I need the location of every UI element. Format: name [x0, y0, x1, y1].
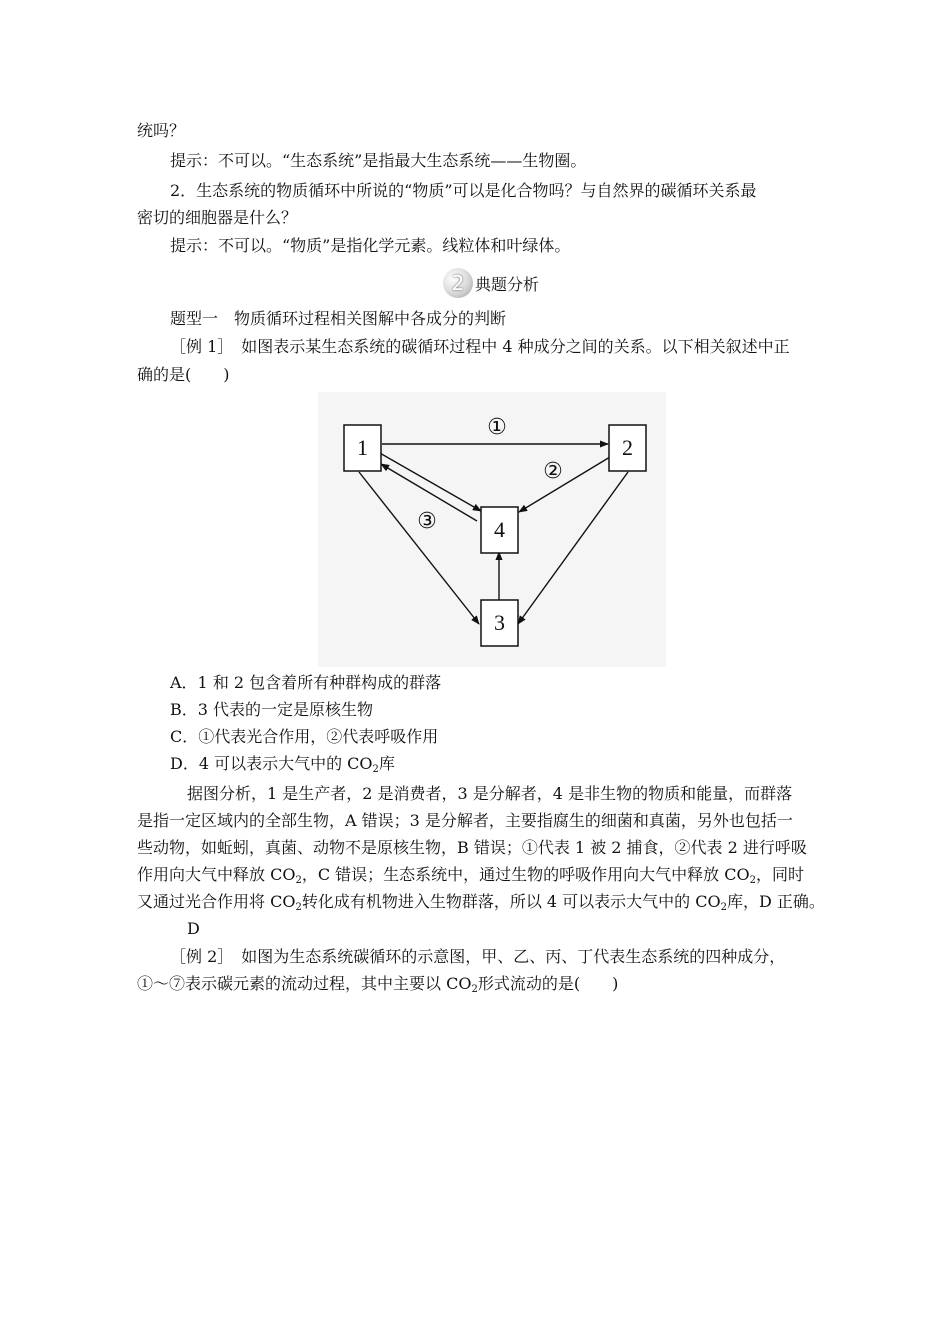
analysis-line3: 些动物，如蚯蚓，真菌、动物不是原核生物，B 错误；①代表 1 被 2 捕食，②代表 2 进行呼吸 [137, 838, 807, 857]
option-a: A．1 和 2 包含着所有种群构成的群落 [170, 673, 442, 692]
analysis-line5 [137, 891, 825, 919]
example2-line2-b: 形式流动的是( ) [477, 974, 619, 993]
section-heading [443, 265, 539, 301]
section-title-text: 典题分析 [475, 274, 540, 294]
analysis-line5-a: 又通过光合作用将 CO [137, 892, 296, 911]
process-label-3: ③ [417, 509, 437, 534]
type1-title: 题型一 物质循环过程相关图解中各成分的判断 [170, 309, 507, 328]
example1-line1: ［例 1］ 如图表示某生态系统的碳循环过程中 4 种成分之间的关系。以下相关叙述中正 [170, 337, 790, 356]
analysis-line5-b: 转化成有机物进入生物群落，所以 4 可以表示大气中的 CO [301, 892, 721, 911]
q2-line2: 密切的细胞器是什么？ [137, 208, 298, 227]
analysis-line4 [137, 864, 804, 892]
q1-hint: 提示：不可以。“生态系统”是指最大生态系统——生物圈。 [170, 151, 587, 170]
node-label-1: 1 [357, 435, 368, 460]
analysis-line4-sub1: 2 [295, 875, 302, 886]
diagram-svg [318, 392, 666, 667]
arrow-2-to-3 [518, 472, 628, 624]
arrow-1-to-3 [359, 472, 479, 624]
process-label-2: ② [543, 459, 563, 484]
process-label-1: ① [487, 415, 507, 440]
option-d-text: D．4 可以表示大气中的 CO [170, 754, 373, 773]
analysis-line5-c: 库，D 正确。 [727, 892, 825, 911]
q1-tail: 统吗？ [137, 121, 186, 140]
section-number-badge: 2 [443, 268, 473, 298]
q2-line1: 2．生态系统的物质循环中所说的“物质”可以是化合物吗？与自然界的碳循环关系最 [170, 181, 757, 200]
example2-line2-a: ①～⑦表示碳元素的流动过程，其中主要以 CO [137, 974, 472, 993]
q2-hint: 提示：不可以。“物质”是指化学元素。线粒体和叶绿体。 [170, 236, 571, 255]
analysis-line4-a: 作用向大气中释放 CO [137, 865, 296, 884]
carbon-cycle-diagram [318, 392, 666, 667]
analysis-line5-sub1: 2 [295, 902, 302, 913]
analysis-line4-b: ，C 错误；生态系统中，通过生物的呼吸作用向大气中释放 CO [301, 865, 750, 884]
analysis-line2: 是指一定区域内的全部生物，A 错误；3 是分解者，主要指腐生的细菌和真菌，另外也包括一 [137, 811, 793, 830]
example1-line2: 确的是( ) [137, 365, 230, 384]
example2-line2 [137, 973, 618, 1001]
analysis-line5-sub2: 2 [720, 902, 728, 913]
node-label-2: 2 [622, 435, 633, 460]
analysis-line4-c: ，同时 [755, 865, 804, 884]
option-d [170, 753, 395, 781]
option-d-tail: 库 [378, 754, 395, 773]
node-label-4: 4 [494, 517, 505, 542]
option-b: B．3 代表的一定是原核生物 [170, 700, 374, 719]
option-c: C．①代表光合作用，②代表呼吸作用 [170, 727, 439, 746]
analysis-line1: 据图分析，1 是生产者，2 是消费者，3 是分解者，4 是非生物的物质和能量，而群落 [187, 784, 793, 803]
arrow-1-to-4 [378, 452, 481, 511]
option-d-subscript: 2 [372, 764, 379, 775]
arrow-2-to-4 [519, 457, 610, 512]
node-label-3: 3 [494, 610, 505, 635]
example2-line2-sub: 2 [471, 984, 478, 995]
example2-line1: ［例 2］ 如图为生态系统碳循环的示意图，甲、乙、丙、丁代表生态系统的四种成分， [170, 947, 786, 966]
analysis-line4-sub2: 2 [749, 875, 756, 886]
answer-1: D [187, 919, 200, 938]
